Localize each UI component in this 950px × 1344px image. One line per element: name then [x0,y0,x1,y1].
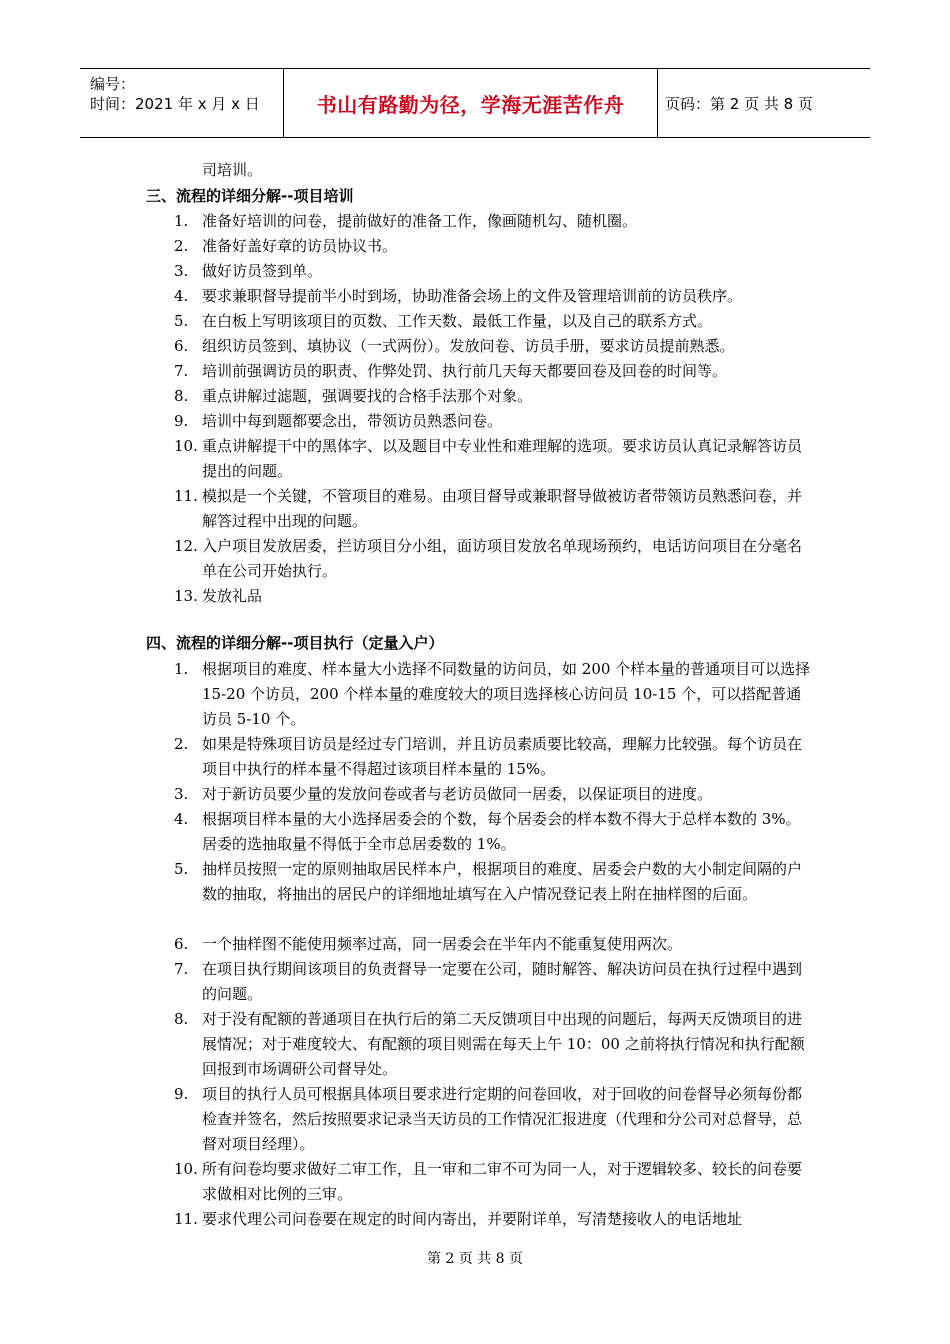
item-text: 项目的执行人员可根据具体项目要求进行定期的问卷回收，对于回收的问卷督导必须每份都检查并签名，然后按照要求记录当天访员的工作情况汇报进度（代理和分公司对总督导，总督对项目经理）。 [202,1085,803,1153]
list-item [174,434,814,484]
item-text: 准备好培训的问卷，提前做好的准备工作，像画随机勾、随机圈。 [202,212,638,230]
time-label: 时间：2021 年 x 月 x 日 [90,95,260,113]
item-number: 8. [174,1010,189,1028]
page-footer: 第 2 页 共 8 页 [426,1251,524,1267]
item-number: 9. [174,1085,189,1103]
item-text: 对于新访员要少量的发放问卷或者与老访员做同一居委，以保证项目的进度。 [202,785,713,803]
item-number: 10. [174,1160,198,1178]
item-text: 根据项目的难度、样本量大小选择不同数量的访问员，如 200 个样本量的普通项目可以选择 15-20 个访员，200 个样本量的难度较大的项目选择核心访问员 10-15 个，可以搭配普通访员 5-10 个。 [202,660,811,728]
item-number: 13. [174,587,198,605]
item-number: 7. [174,960,189,978]
list-item [174,782,814,807]
header-motto-cell [283,69,658,137]
item-number: 2. [174,735,189,753]
header-page-cell [657,69,870,137]
item-number: 3. [174,262,189,280]
item-number: 12. [174,537,198,555]
section3-title: 三、流程的详细分解--项目培训 [146,187,354,205]
list-item [174,259,814,284]
page-code: 页码：第 2 页 共 8 页 [665,94,813,113]
item-text: 抽样员按照一定的原则抽取居民样本户，根据项目的难度、居委会户数的大小制定间隔的户数的抽取，将抽出的居民户的详细地址填写在入户情况登记表上附在抽样图的后面。 [202,860,803,903]
item-number: 6. [174,337,189,355]
item-number: 1. [174,660,189,678]
list-item [174,1157,814,1207]
list-item [174,409,814,434]
list-item [174,209,814,234]
item-number: 10. [174,437,198,455]
item-text: 在项目执行期间该项目的负责督导一定要在公司，随时解答、解决访问员在执行过程中遇到的问题。 [202,960,803,1003]
item-number: 11. [174,487,198,505]
item-text: 入户项目发放居委，拦访项目分小组，面访项目发放名单现场预约，电话访问项目在分毫名单在公司开始执行。 [202,537,803,580]
item-number: 8. [174,387,189,405]
list-item [174,1207,814,1232]
item-text: 所有问卷均要求做好二审工作，且一审和二审不可为同一人，对于逻辑较多、较长的问卷要求做相对比例的三审。 [202,1160,803,1203]
item-text: 要求代理公司问卷要在规定的时间内寄出，并要附详单，写清楚接收人的电话地址 [202,1210,743,1228]
motto: 书山有路勤为径，学海无涯苦作舟 [316,92,625,117]
item-text: 如果是特殊项目访员是经过专门培训，并且访员素质要比较高，理解力比较强。每个访员在项目中执行的样本量不得超过该项目样本量的 15%。 [202,735,803,778]
item-number: 3. [174,785,189,803]
list-item [174,807,814,857]
list-item [174,957,814,1007]
item-text: 准备好盖好章的访员协议书。 [202,237,398,255]
item-text: 在白板上写明该项目的页数、工作天数、最低工作量，以及自己的联系方式。 [202,312,713,330]
page-header [80,68,870,138]
item-number: 5. [174,312,189,330]
list-item [174,584,814,609]
item-text: 做好访员签到单。 [202,262,323,280]
header-left-cell [80,69,283,137]
item-text: 对于没有配额的普通项目在执行后的第二天反馈项目中出现的问题后，每两天反馈项目的进展情况；对于难度较大、有配额的项目则需在每天上午 10：00 之前将执行情况和执行配额回报到市场调研公司督导处。 [202,1010,805,1078]
item-text: 组织访员签到、填协议（一式两份）。发放问卷、访员手册，要求访员提前熟悉。 [202,337,735,355]
item-number: 7. [174,362,189,380]
item-number: 6. [174,935,189,953]
list-item [174,484,814,534]
item-text: 重点讲解过滤题，强调要找的合格手法那个对象。 [202,387,533,405]
item-number: 11. [174,1210,198,1228]
list-item [174,857,814,907]
item-text: 培训前强调访员的职责、作弊处罚、执行前几天每天都要回卷及回卷的时间等。 [202,362,728,380]
list-item [174,657,814,731]
list-item [174,384,814,409]
list-item [174,1082,814,1156]
item-text: 要求兼职督导提前半小时到场，协助准备会场上的文件及管理培训前的访员秩序。 [202,287,743,305]
item-number: 2. [174,237,189,255]
item-text: 发放礼品 [202,587,263,605]
item-text: 一个抽样图不能使用频率过高，同一居委会在半年内不能重复使用两次。 [202,935,683,953]
item-number: 9. [174,412,189,430]
code-label: 编号： [90,75,136,93]
item-number: 1. [174,212,189,230]
list-item [174,309,814,334]
item-number: 4. [174,810,189,828]
continued-text: 司培训。 [202,161,263,179]
item-text: 模拟是一个关键，不管项目的难易。由项目督导或兼职督导做被访者带领访员熟悉问卷，并解答过程中出现的问题。 [202,487,803,530]
list-item [174,732,814,782]
item-number: 5. [174,860,189,878]
list-item [174,284,814,309]
list-item [174,359,814,384]
item-number: 4. [174,287,189,305]
list-item [174,534,814,584]
item-text: 重点讲解提干中的黑体字、以及题目中专业性和难理解的选项。要求访员认真记录解答访员提出的问题。 [202,437,803,480]
item-text: 根据项目样本量的大小选择居委会的个数，每个居委会的样本数不得大于总样本数的 3%。居委的选抽取量不得低于全市总居委数的 1%。 [202,810,801,853]
list-item [174,334,814,359]
item-text: 培训中每到题都要念出，带领访员熟悉问卷。 [202,412,503,430]
list-item [174,234,814,259]
list-item [174,932,814,957]
section4-title: 四、流程的详细分解--项目执行（定量入户） [146,634,444,652]
list-item [174,1007,814,1081]
